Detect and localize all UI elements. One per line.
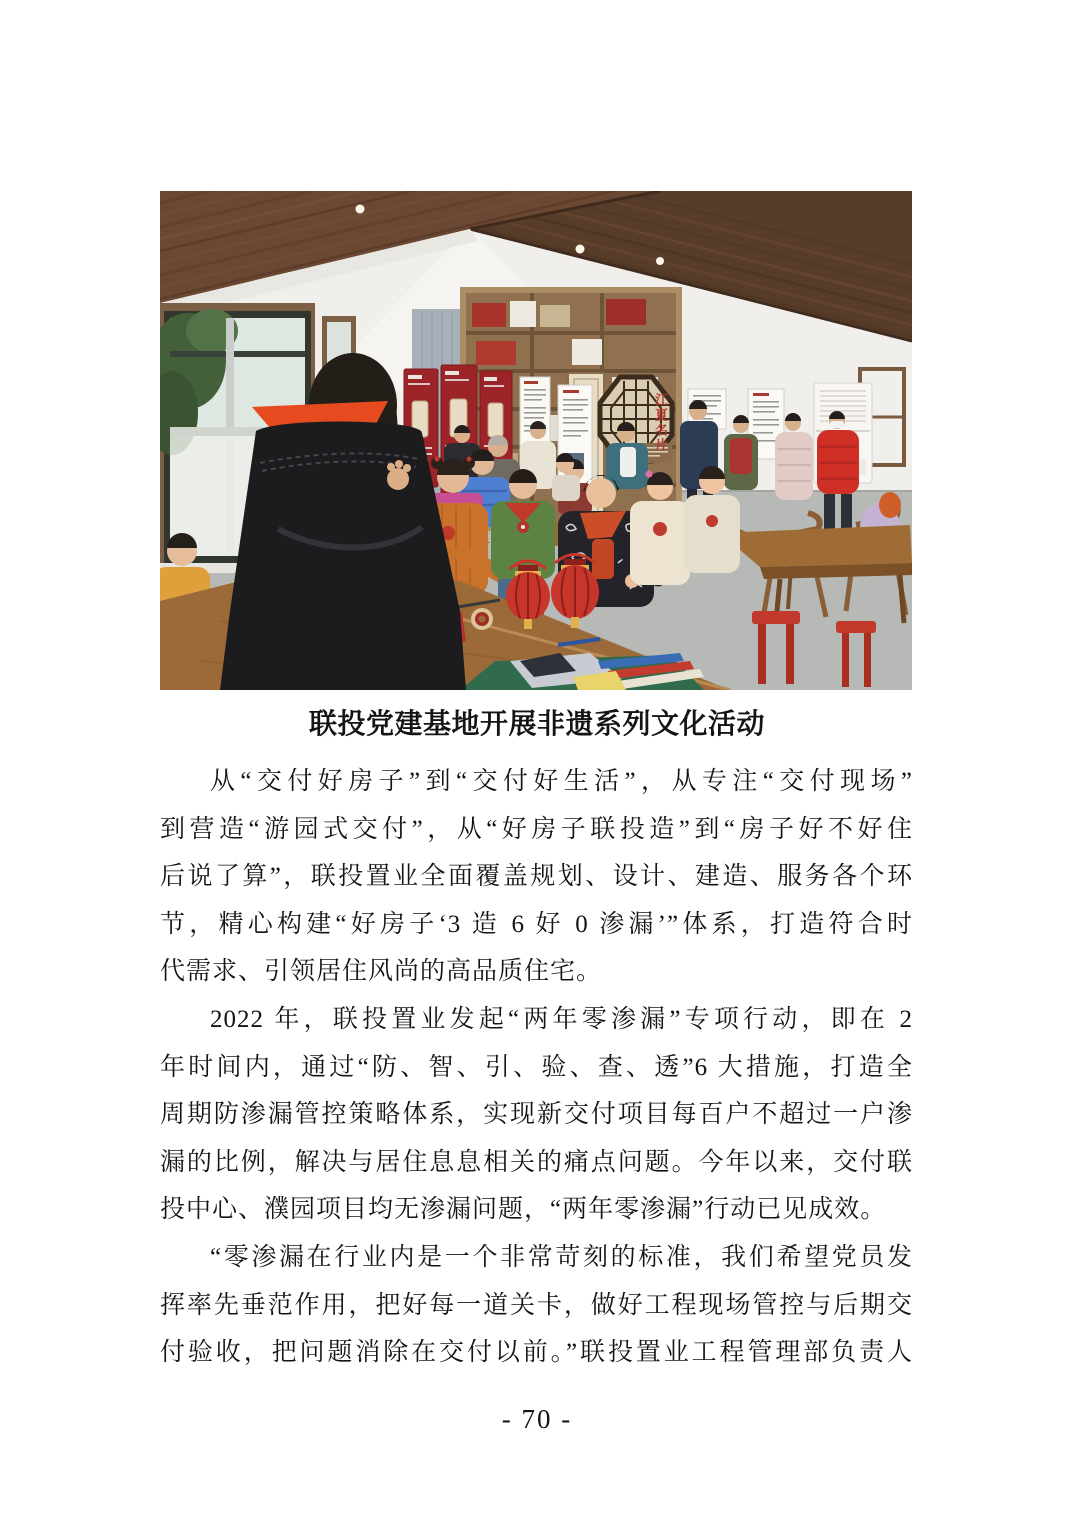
orange-bag [879,492,901,518]
body-line: 周期防渗漏管控策略体系，实现新交付项目每百户不超过一户渗 [160,1101,913,1129]
body-line: 到营造“游园式交付”，从“好房子联投造”到“房子好不好住 [160,815,913,843]
body-line: 代需求、引领居住风尚的高品质住宅。 [160,958,603,986]
body-line: 年时间内，通过“防、智、引、验、查、透”6 大措施，打造全 [160,1053,913,1081]
calligraphy-scroll: 江夏名片 [653,393,668,453]
body-line: 节，精心构建“好房子‘3 造 6 好 0 渗漏’”体系，打造符合时 [160,910,913,938]
ceiling-light [356,205,365,214]
ceiling-light [576,245,585,254]
red-rosette [653,522,667,536]
ceiling-light [656,257,664,265]
body-line: “零渗漏在行业内是一个非常苛刻的标准，我们希望党员发 [210,1243,913,1271]
red-books [606,299,646,325]
white-books [510,301,536,327]
page-number: - 70 - [501,1404,573,1434]
body-text [160,758,913,1377]
body-line: 2022 年，联投置业发起“两年零渗漏”专项行动，即在 2 [210,1005,913,1033]
photo-figure [160,191,912,690]
body-line: 投中心、濮园项目均无渗漏问题，“两年零渗漏”行动已见成效。 [160,1196,887,1224]
body-line: 漏的比例，解决与居住息息相关的痛点问题。今年以来，交付联 [160,1148,913,1176]
photo-illustration [160,191,912,690]
body-line: 挥率先垂范作用，把好每一道关卡，做好工程现场管控与后期交 [160,1291,913,1319]
body-line: 后说了算”，联投置业全面覆盖规划、设计、建造、服务各个环 [160,863,913,891]
body-line: 付验收，把问题消除在交付以前。”联投置业工程管理部负责人 [160,1339,913,1367]
photo-caption: 联投党建基地开展非遗系列文化活动 [308,709,765,740]
face-mask [830,421,844,428]
red-books [472,303,506,327]
body-line: 从“交付好房子”到“交付好生活”，从专注“交付现场” [210,768,913,795]
